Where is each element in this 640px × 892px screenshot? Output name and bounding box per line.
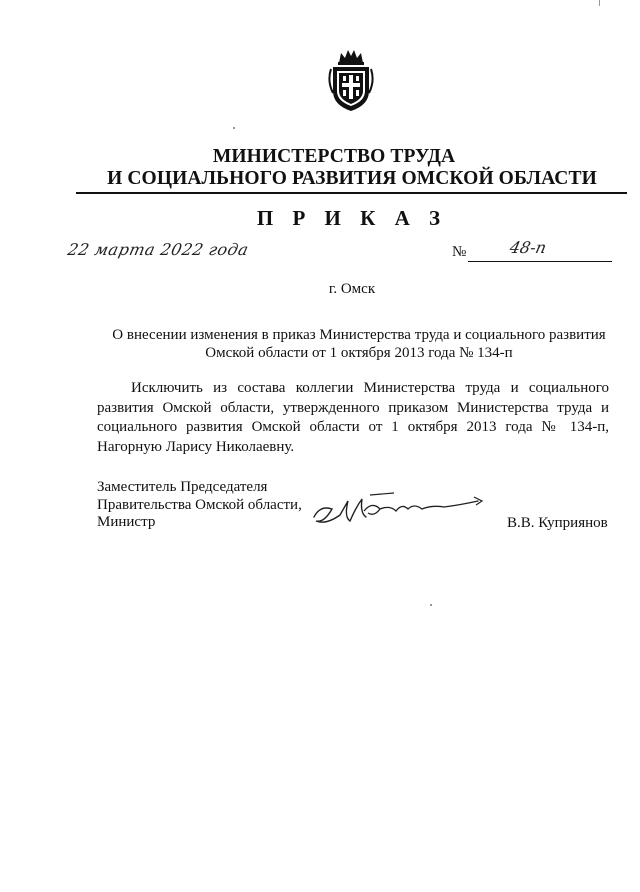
- signer-name: В.В. Куприянов: [507, 515, 608, 531]
- omsk-coat-of-arms-icon: [327, 47, 375, 113]
- signer-title-line-2: Правительства Омской области,: [97, 496, 302, 513]
- city-name: г. Омск: [328, 281, 376, 297]
- order-subject: [100, 326, 618, 362]
- signer-title: [97, 479, 337, 532]
- number-sign: №: [452, 244, 467, 260]
- signer-title-line-1: Заместитель Председателя: [97, 479, 268, 495]
- scan-mark: [599, 0, 600, 6]
- header-divider: [76, 192, 627, 194]
- scan-speck: [233, 127, 235, 129]
- ministry-name-line2: И СОЦИАЛЬНОГО РАЗВИТИЯ ОМСКОЙ ОБЛАСТИ: [107, 168, 597, 189]
- order-body: [97, 379, 609, 457]
- subject-line-1: О внесении изменения в приказ Министерства труда и социального развития: [112, 327, 606, 343]
- order-title: П Р И К А З: [256, 206, 448, 230]
- order-number: 48-п: [507, 238, 549, 257]
- number-underline: [468, 261, 612, 262]
- scan-speck: [430, 604, 432, 606]
- ministry-name-line1: МИНИСТЕРСТВО ТРУДА: [212, 146, 456, 167]
- handwritten-signature-icon: [310, 487, 490, 529]
- body-paragraph: Исключить из состава коллегии Министерства труда и социального развития Омской области, утвержденного приказом Министерства труда и социального развития Омской области от 1 октября 2013 года № 134-п, Нагорную Ларису Николаевну.: [97, 380, 609, 455]
- order-date: 22 марта 2022 года: [65, 240, 251, 259]
- signer-title-line-3: Министр: [97, 514, 156, 530]
- order-number-block: [452, 238, 614, 264]
- subject-line-2: Омской области от 1 октября 2013 года № 134-п: [205, 345, 513, 361]
